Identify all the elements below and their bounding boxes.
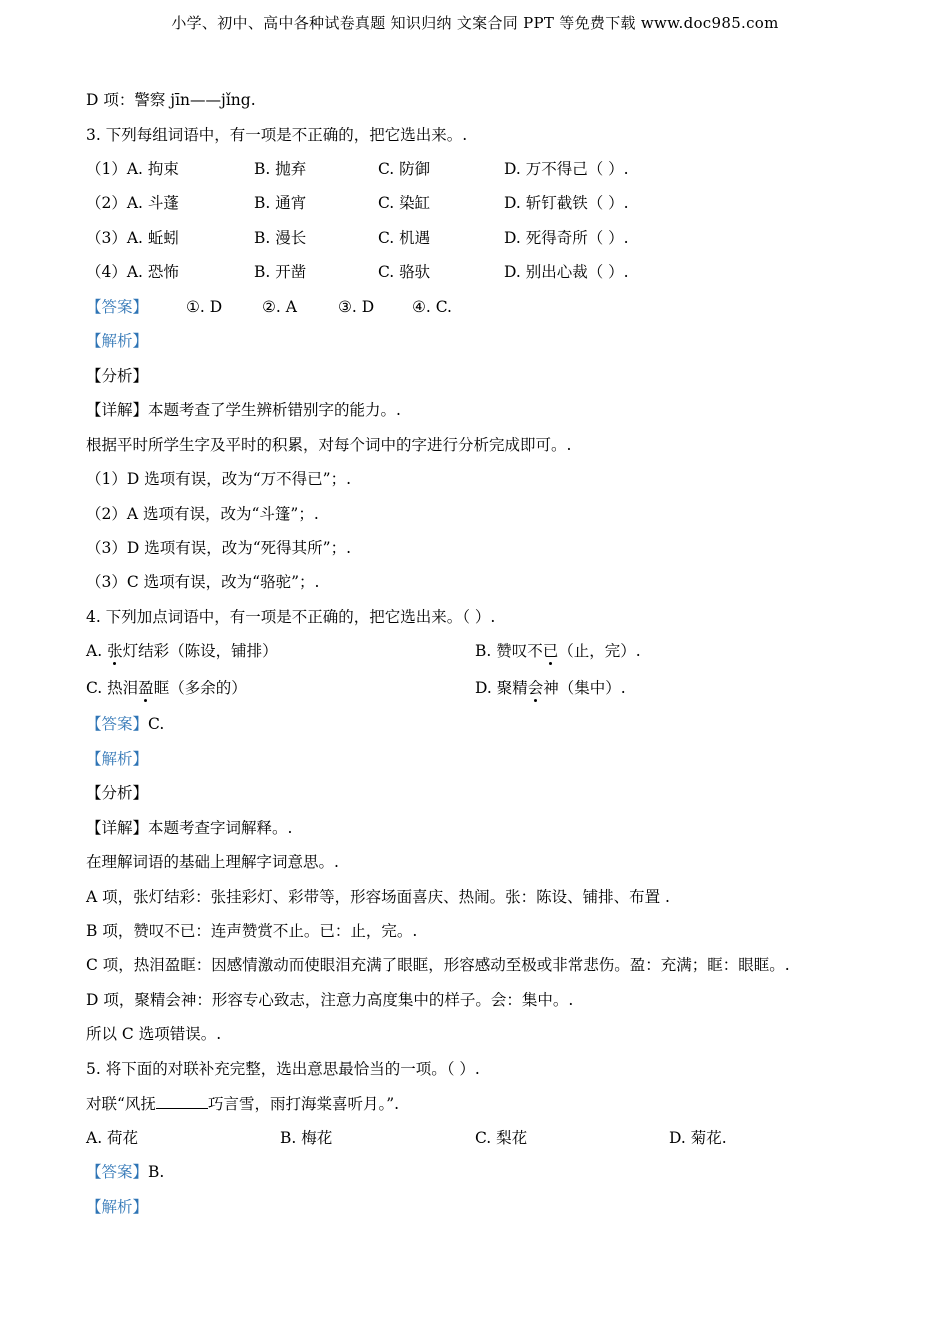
- q5-jiexi: 【解析】: [86, 1198, 149, 1216]
- q5-options: A. 荷花 B. 梅花 C. 梨花 D. 菊花.: [86, 1129, 727, 1147]
- q3-detail-line: （3）C 选项有误，改为“骆驼”；.: [86, 573, 320, 591]
- q3-row-4: （4）A. 恐怖 B. 开凿 C. 骆驮 D. 别出心裁（ ）.: [86, 263, 629, 281]
- q3-stem: 3. 下列每组词语中，有一项是不正确的，把它选出来。.: [86, 126, 468, 144]
- q3-row-1: （1）A. 拘束 B. 抛弃 C. 防御 D. 万不得己（ ）.: [86, 160, 629, 178]
- q4-detail-line: 所以 C 选项错误。.: [86, 1025, 222, 1043]
- q5-couplet: 对联“风抚 巧言雪，雨打海棠喜听月。”.: [86, 1092, 399, 1114]
- q5-stem: 5. 将下面的对联补充完整，选出意思最恰当的一项。（ ）.: [86, 1060, 480, 1078]
- q3-jiexi: 【解析】: [86, 332, 149, 350]
- q4-detail-line: A 项，张灯结彩：张挂彩灯、彩带等，形容场面喜庆、热闹。张：陈设、铺排、布置 .: [86, 888, 670, 906]
- q4-options-row-1: [86, 640, 786, 662]
- q3-detail-line: （2）A 选项有误，改为“斗篷”；.: [86, 505, 319, 523]
- q3-detail-line: （3）D 选项有误，改为“死得其所”；.: [86, 539, 351, 557]
- q4-options-row-2: [86, 677, 786, 699]
- q4-option-b: B. 赞叹不已（止，完）.: [475, 642, 641, 660]
- q4-detail-line: 在理解词语的基础上理解字词意思。.: [86, 853, 339, 871]
- q2-option-d-note: D 项：警察 jīn——jǐng.: [86, 91, 256, 109]
- q4-xiangjie: 【详解】本题考查字词解释。.: [86, 819, 293, 837]
- q3-detail-line: （1）D 选项有误，改为“万不得已”；.: [86, 470, 351, 488]
- q4-detail-line: B 项，赞叹不已：连声赞赏不止。已：止，完。.: [86, 922, 418, 940]
- q4-option-d: D. 聚精会神（集中）.: [475, 679, 626, 697]
- q3-xiangjie: 【详解】本题考查了学生辨析错别字的能力。.: [86, 401, 401, 419]
- q3-row-2: （2）A. 斗蓬 B. 通宵 C. 染缸 D. 斩钉截铁（ ）.: [86, 194, 629, 212]
- q3-fenxi: 【分析】: [86, 367, 149, 385]
- q4-detail-line: C 项，热泪盈眶：因感情激动而使眼泪充满了眼眶，形容感动至极或非常悲伤。盈：充满；眶：眼眶。.: [86, 956, 790, 974]
- q3-row-3: （3）A. 蚯蚓 B. 漫长 C. 机遇 D. 死得奇所（ ）.: [86, 229, 629, 247]
- q4-detail-line: D 项，聚精会神：形容专心致志，注意力高度集中的样子。会：集中。.: [86, 991, 574, 1009]
- q4-stem: 4. 下列加点词语中，有一项是不正确的，把它选出来。（ ）.: [86, 608, 496, 626]
- couplet-blank: [156, 1092, 208, 1109]
- q3-answer: 【答案】 ①. D ②. A ③. D ④. C.: [86, 298, 452, 316]
- q4-answer: 【答案】C.: [86, 715, 165, 733]
- q4-jiexi: 【解析】: [86, 750, 149, 768]
- q4-option-c: C. 热泪盈眶（多余的）: [86, 679, 247, 697]
- page-header: 小学、初中、高中各种试卷真题 知识归纳 文案合同 PPT 等免费下载 www.doc985.com: [171, 14, 779, 32]
- q3-detail-line: 根据平时所学生字及平时的积累，对每个词中的字进行分析完成即可。.: [86, 436, 572, 454]
- q4-fenxi: 【分析】: [86, 784, 149, 802]
- q5-answer: 【答案】B.: [86, 1163, 165, 1181]
- q4-option-a: A. 张灯结彩（陈设，铺排）: [86, 642, 278, 660]
